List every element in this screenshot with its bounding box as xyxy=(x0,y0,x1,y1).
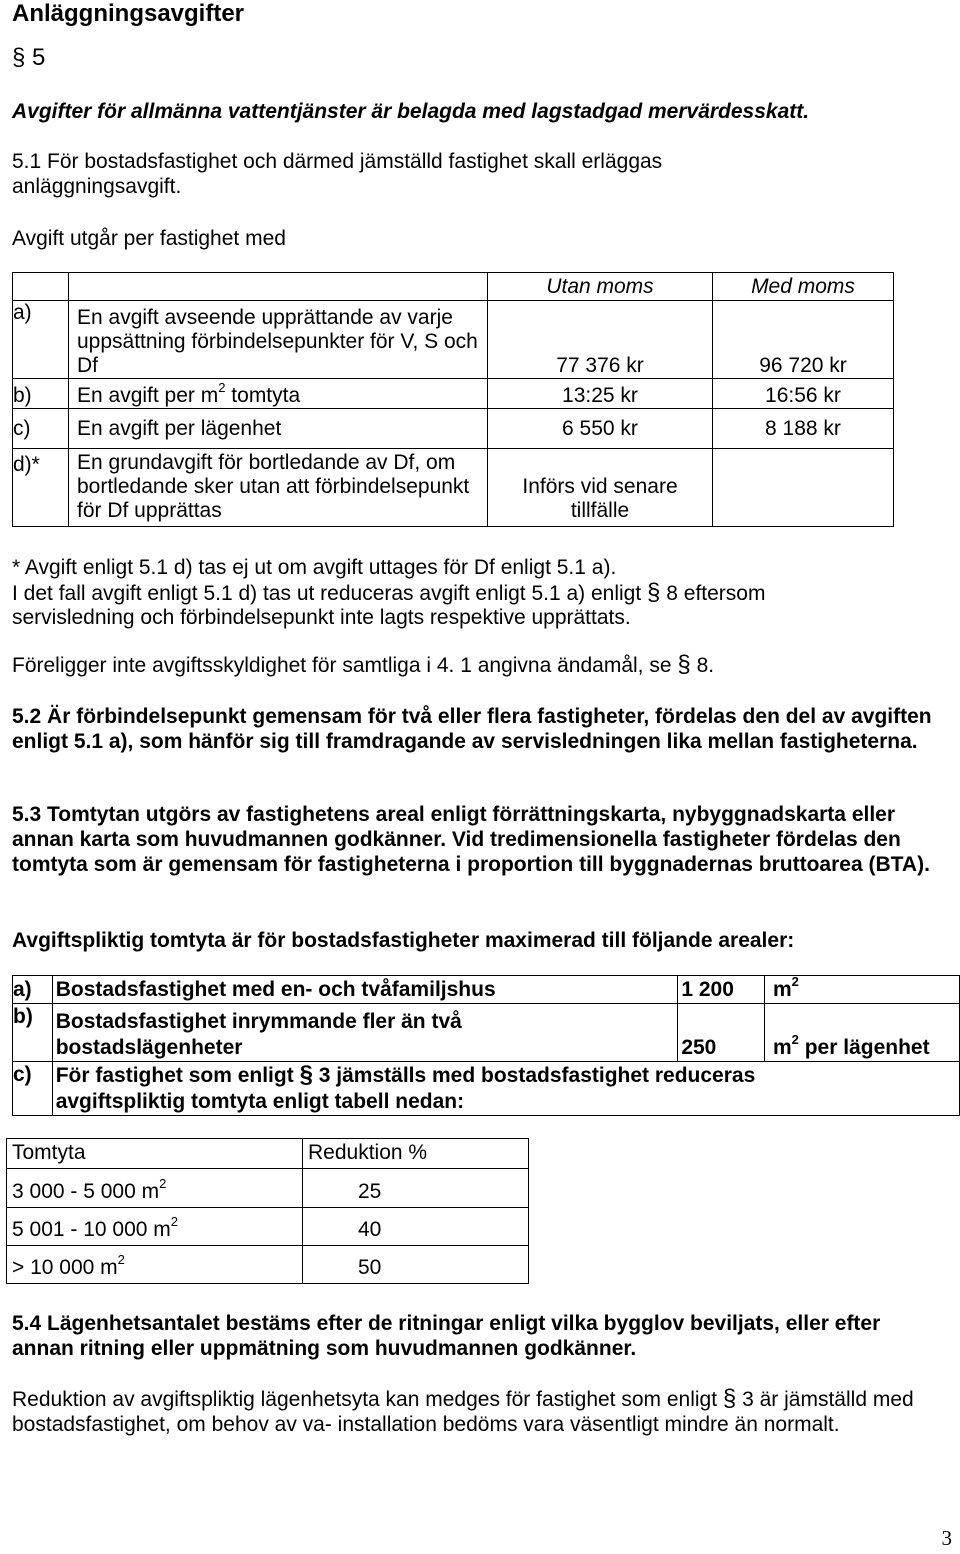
note-1: * Avgift enligt 5.1 d) tas ej ut om avgift uttages för Df enligt 5.1 a). xyxy=(12,556,617,579)
row-c-incl: 8 188 kr xyxy=(713,409,894,449)
area-a-label: a) xyxy=(13,976,53,1004)
reduction-paragraph: Reduktion av avgiftspliktig lägenhetsyta kan medges för fastighet som enligt § 3 är jämställd med bostadsfastighet, om behov av va- installation bedöms vara väsentligt mindre än normalt. xyxy=(12,1385,914,1436)
col-incl-vat: Med moms xyxy=(713,273,894,301)
page-heading: Anläggningsavgifter xyxy=(12,0,245,27)
fee-table xyxy=(12,272,894,527)
note-2-line2: servisledning och förbindelsepunkt inte lagts respektive upprättats. xyxy=(12,606,631,629)
reduction-row-pct: 50 xyxy=(303,1246,529,1284)
row-a-desc: En avgift avseende upprättande av varje uppsättning förbindelsepunkter för V, S och Df xyxy=(69,301,488,379)
note-3: Föreligger inte avgiftsskyldighet för samtliga i 4. 1 angivna ändamål, se § 8. xyxy=(12,651,715,678)
area-a-value: 1 200 xyxy=(678,976,765,1004)
area-b-label: b) xyxy=(13,1004,53,1062)
col-plot-area: Tomtyta xyxy=(7,1139,303,1169)
section-symbol: § xyxy=(299,1061,313,1088)
area-limit-table xyxy=(12,975,960,1116)
reduction-row-pct: 25 xyxy=(303,1169,529,1208)
vat-notice: Avgifter för allmänna vattentjänster är belagda med lagstadgad mervärdesskatt. xyxy=(12,100,810,123)
section-symbol: § xyxy=(647,579,661,606)
row-a-label: a) xyxy=(13,301,69,379)
row-d-excl: Införs vid senare tillfälle xyxy=(488,449,713,527)
reduction-row-area: 3 000 - 5 000 $m^2$ xyxy=(7,1169,303,1208)
area-b-value: 250 xyxy=(678,1004,765,1062)
section-symbol: § xyxy=(677,651,691,678)
reduction-row-area: > 10 000 $m^2$ xyxy=(7,1246,303,1284)
per-property-label: Avgift utgår per fastighet med xyxy=(12,227,286,250)
section-number: 5 xyxy=(32,44,46,71)
row-d-desc: En grundavgift för bortledande av Df, om bortledande sker utan att förbindelsepunkt för Df upprättas xyxy=(69,449,488,527)
reduction-table xyxy=(6,1138,529,1284)
p51-line2: anläggningsavgift. xyxy=(12,175,182,198)
paragraph-5-4: 5.4 Lägenhetsantalet bestäms efter de ritningar enligt vilka bygglov beviljats, eller efter annan ritning eller uppmätning som huvudmannen godkänner. xyxy=(12,1312,881,1360)
row-b-label: b) xyxy=(13,379,69,409)
row-d-incl xyxy=(713,449,894,527)
p51-line1: 5.1 För bostadsfastighet och därmed jämställd fastighet skall erläggas xyxy=(12,150,663,173)
row-b-incl: 16:56 kr xyxy=(713,379,894,409)
col-reduction: Reduktion % xyxy=(303,1139,529,1169)
note-2: I det fall avgift enligt 5.1 d) tas ut reduceras avgift enligt 5.1 a) enligt § 8 eftersom xyxy=(12,579,766,606)
col-excl-vat: Utan moms xyxy=(488,273,713,301)
paragraph-5-2: 5.2 Är förbindelsepunkt gemensam för två eller flera fastigheter, fördelas den del av avgiften enligt 5.1 a), som hänför sig till framdragande av servisledningen lika mellan fastigheterna. xyxy=(12,705,932,753)
max-area-heading: Avgiftspliktig tomtyta är för bostadsfastigheter maximerad till följande arealer: xyxy=(12,929,795,952)
section-symbol: § xyxy=(12,44,26,71)
area-b-unit: $m^2$ per lägenhet xyxy=(764,1004,959,1062)
section-5-heading xyxy=(12,44,45,72)
row-b-excl: 13:25 kr xyxy=(488,379,713,409)
reduction-row-area: 5 001 - 10 000 $m^2$ xyxy=(7,1208,303,1246)
row-a-excl: 77 376 kr xyxy=(488,301,713,379)
reduction-row-pct: 40 xyxy=(303,1208,529,1246)
row-a-incl: 96 720 kr xyxy=(713,301,894,379)
area-b-desc: Bostadsfastighet inrymmande fler än två bostadslägenheter xyxy=(52,1004,678,1062)
page-number: 3 xyxy=(941,1526,952,1550)
row-c-excl: 6 550 kr xyxy=(488,409,713,449)
area-c-desc: För fastighet som enligt § 3 jämställs med bostadsfastighet reduceras avgiftspliktig tomtyta enligt tabell nedan: xyxy=(52,1062,959,1116)
row-b-desc: En avgift per $m^2$ tomtyta xyxy=(69,379,488,409)
section-symbol: § xyxy=(722,1385,737,1412)
area-c-label: c) xyxy=(13,1062,53,1116)
area-a-unit: $m^2$ xyxy=(764,976,959,1004)
row-c-label: c) xyxy=(13,409,69,449)
area-a-desc: Bostadsfastighet med en- och tvåfamiljshus xyxy=(52,976,678,1004)
row-c-desc: En avgift per lägenhet xyxy=(69,409,488,449)
row-d-label: d)* xyxy=(13,449,69,527)
paragraph-5-3: 5.3 Tomtytan utgörs av fastighetens areal enligt förrättningskarta, nybyggnadskarta eller annan karta som huvudmannen godkänner. Vid tredimensionella fastigheter fördelas den tomtyta som är gemensam för fastigheterna i proportion till byggnadernas bruttoarea (BTA). xyxy=(12,803,930,876)
